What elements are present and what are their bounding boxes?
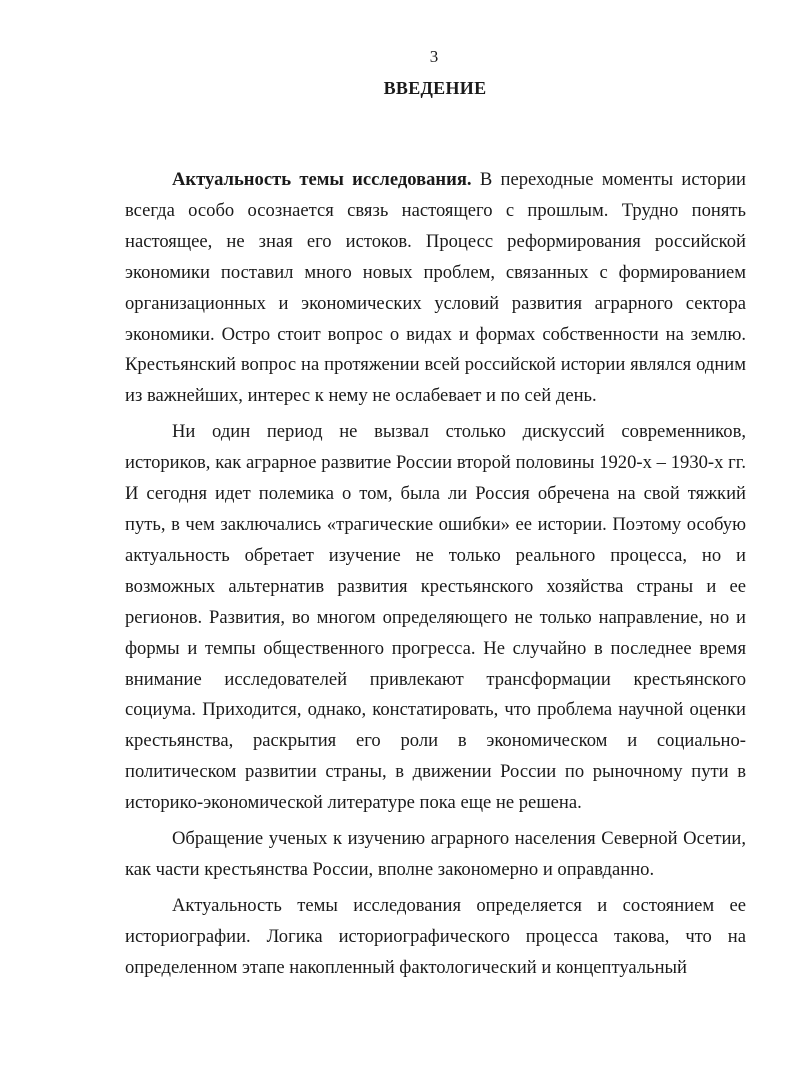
page-title: ВВЕДЕНИЕ [383, 78, 487, 98]
paragraph-agrarian-development: Ни один период не вызвал столько дискуссий современников, историков, как аграрное развитие России второй половины 1920-х – 1930-х гг. И сегодня идет полемика о том, была ли Россия обречена на свой тяжкий путь, в чем заключались «трагические ошибки» ее истории. Поэтому особую актуальность обретает изучение не только реального процесса, но и возможных альтернатив развития крестьянского хозяйства страны и ее регионов. Развития, во многом определяющего не только направление, но и формы и темпы общественного прогресса. Не случайно в последнее время внимание исследователей привлекают трансформации крестьянского социума. Приходится, однако, констатировать, что проблема научной оценки крестьянства, раскрытия его роли в экономическом и социально-политическом развитии страны, в движении России по рыночному пути в историко-экономической литературе пока еще не решена. [125, 421, 746, 814]
page-number: 3 [429, 47, 439, 66]
paragraph-text: В переходные моменты истории всегда особо осознается связь настоящего с прошлым. Трудно понять настоящее, не зная его истоков. Процесс реформирования российской экономики поставил много новых проблем, связанных с формированием организационных и экономических условий развития аграрного сектора экономики. Остро стоит вопрос о видах и формах собственности на землю. Крестьянский вопрос на протяжении всей российской истории являлся одним из важнейших, интерес к нему не ослабевает и по сей день. [125, 169, 746, 407]
paragraph-north-ossetia: Обращение ученых к изучению аграрного населения Северной Осетии, как части крестьянства России, вполне закономерно и оправданно. [125, 828, 746, 880]
paragraph-historiography: Актуальность темы исследования определяется и состоянием ее историографии. Логика историографического процесса такова, что на определенном этапе накопленный фактологический и концептуальный [125, 894, 746, 978]
paragraph-lead-heading: Актуальность темы исследования. [172, 169, 472, 190]
body-text [125, 165, 746, 984]
paragraph-relevance [125, 165, 746, 412]
